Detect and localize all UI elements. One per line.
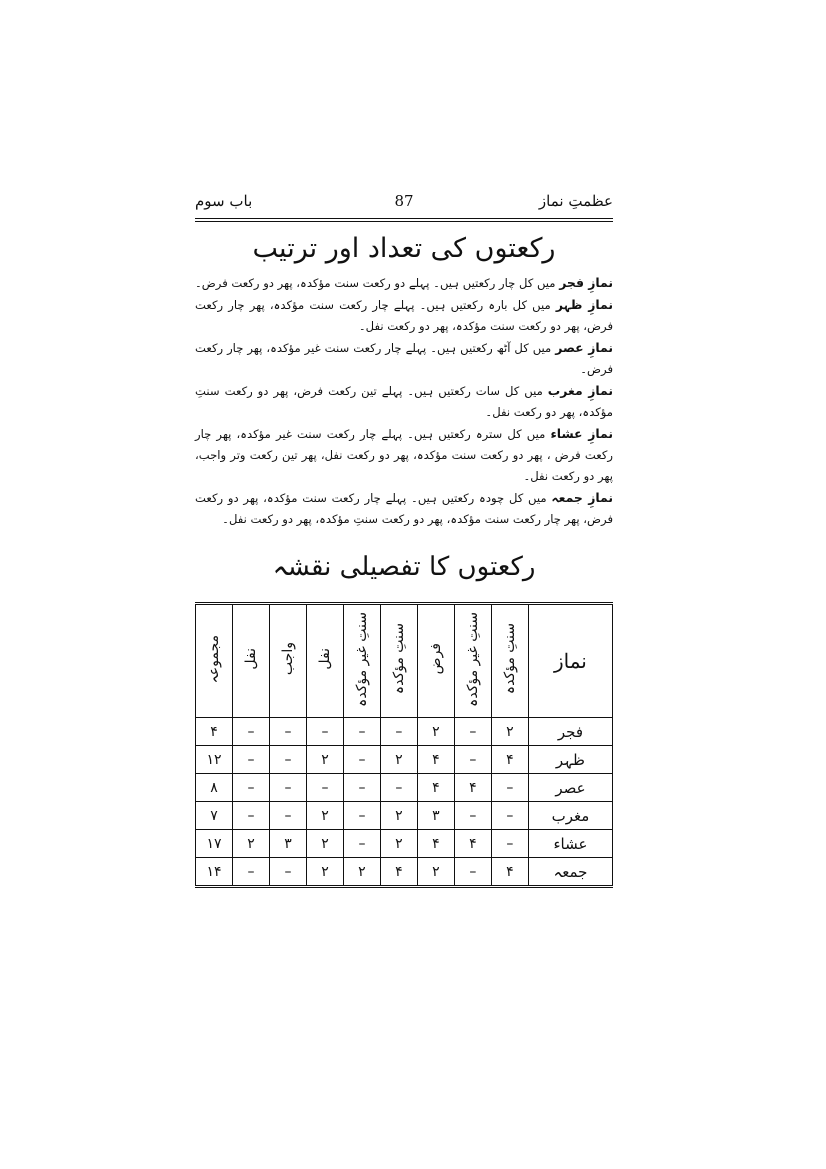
rakat-count-cell: – [380, 774, 417, 802]
column-header-label: سنتِ مؤکدہ [390, 623, 407, 695]
rakat-count-cell: – [233, 718, 270, 746]
rakat-count-cell: ۴ [491, 858, 528, 887]
rakat-count-cell: – [454, 718, 491, 746]
rakat-count-cell: ۱۲ [196, 746, 233, 774]
column-header [380, 604, 417, 718]
rakat-count-cell: – [491, 830, 528, 858]
rakat-count-cell: – [380, 718, 417, 746]
rakat-count-cell: ۳ [269, 830, 306, 858]
rakat-count-cell: – [269, 774, 306, 802]
column-header-label: سنتِ غیر مؤکدہ [464, 611, 481, 707]
column-header [528, 604, 612, 718]
rakat-count-cell: – [233, 802, 270, 830]
column-header-label: سنتِ غیر مؤکدہ [353, 611, 370, 707]
rakat-count-cell: ۲ [306, 746, 343, 774]
rakat-count-cell: – [269, 718, 306, 746]
paragraph-jumuah [195, 487, 613, 530]
rakat-count-cell: ۸ [196, 774, 233, 802]
rakat-count-cell: ۲ [233, 830, 270, 858]
book-title: عظمتِ نماز [538, 192, 613, 210]
rakat-count-cell: ۲ [343, 858, 380, 887]
rakat-count-cell: ۴ [454, 774, 491, 802]
rakat-count-cell: – [343, 746, 380, 774]
rakat-count-cell: – [269, 746, 306, 774]
paragraph-zuhr [195, 294, 613, 337]
paragraph-text: میں کل چار رکعتیں ہیں۔ پہلے دو رکعت سنت مؤکدہ، پھر دو رکعت فرض۔ [194, 276, 560, 290]
prayer-name-cell: فجر [528, 718, 612, 746]
rakat-count-cell: – [343, 774, 380, 802]
rakat-count-cell: ۱۷ [196, 830, 233, 858]
column-header-label: سنتِ مؤکدہ [501, 623, 518, 695]
paragraph-text: میں کل بارہ رکعتیں ہیں۔ پہلے چار رکعت سنت مؤکدہ، پھر چار رکعت فرض، پھر دو رکعت سنت مؤکدہ، پھر دو رکعت نفل۔ [195, 298, 613, 333]
column-header-label: نفل [242, 648, 259, 670]
rakat-count-cell: ۴ [380, 858, 417, 887]
rakat-count-cell: – [306, 718, 343, 746]
rakat-table [195, 602, 613, 888]
table-row [196, 718, 613, 746]
paragraph-fajr [195, 272, 613, 294]
running-head [195, 190, 613, 214]
rakat-count-cell: ۴ [417, 746, 454, 774]
column-header-label: مجموعہ [206, 634, 222, 684]
rakat-count-cell: – [491, 802, 528, 830]
column-header-label: فرض [427, 643, 444, 675]
rakat-count-cell: – [343, 802, 380, 830]
paragraph-text: میں کل سترہ رکعتیں ہیں۔ پہلے چار رکعت سنت غیر مؤکدہ، پھر چار رکعت فرض ، پھر دو رکعت سنت مؤکدہ، پھر دو رکعت نفل، پھر تین رکعت وتر واجب، پھر دو رکعت نفل۔ [195, 427, 613, 483]
table-row [196, 830, 613, 858]
table-heading: رکعتوں کا تفصیلی نقشہ [272, 552, 536, 582]
column-header-label: واجب [279, 642, 296, 676]
prayer-name-cell: عشاء [528, 830, 612, 858]
rakat-count-cell: ۷ [196, 802, 233, 830]
prayer-label: نمازِ مغرب [547, 383, 613, 398]
table-body [196, 718, 613, 887]
column-header [417, 604, 454, 718]
column-header [269, 604, 306, 718]
table-row [196, 774, 613, 802]
page-number: 87 [394, 192, 414, 210]
paragraph-text: میں کل سات رکعتیں ہیں۔ پہلے تین رکعت فرض، پھر دو رکعت سنتِ مؤکدہ، پھر دو رکعت نفل۔ [195, 384, 613, 419]
table-row [196, 746, 613, 774]
rakat-count-cell: – [269, 802, 306, 830]
rakat-count-cell: – [233, 858, 270, 887]
paragraph-isha [195, 423, 613, 487]
rakat-count-cell: ۲ [306, 830, 343, 858]
prayer-name-cell: مغرب [528, 802, 612, 830]
rakat-count-cell: ۲ [380, 802, 417, 830]
rakat-count-cell: – [269, 858, 306, 887]
paragraph-text: میں کل چودہ رکعتیں ہیں۔ پہلے چار رکعت سنت مؤکدہ، پھر دو رکعت فرض، پھر چار رکعت سنت مؤکدہ، پھر دو رکعت سنتِ مؤکدہ، پھر دو رکعت نفل۔ [195, 491, 613, 526]
column-header-label: نماز [553, 649, 587, 673]
table-row [196, 802, 613, 830]
rakat-count-cell: ۴ [454, 830, 491, 858]
table-row [196, 858, 613, 887]
column-header [343, 604, 380, 718]
rakat-count-cell: ۲ [380, 830, 417, 858]
prayer-name-cell: عصر [528, 774, 612, 802]
column-header [491, 604, 528, 718]
rakat-count-cell: ۳ [417, 802, 454, 830]
table-header-row [196, 604, 613, 718]
rakat-count-cell: – [343, 830, 380, 858]
rakat-count-cell: ۴ [196, 718, 233, 746]
rakat-count-cell: ۲ [417, 858, 454, 887]
rakat-count-cell: – [233, 746, 270, 774]
chapter-label: باب سوم [195, 192, 253, 210]
section-heading: رکعتوں کی تعداد اور ترتیب [252, 233, 556, 264]
rakat-count-cell: ۲ [306, 802, 343, 830]
rakat-count-cell: ۲ [380, 746, 417, 774]
prayer-label: نمازِ فجر [559, 275, 613, 290]
column-header [306, 604, 343, 718]
prayer-name-cell: جمعہ [528, 858, 612, 887]
column-header [196, 604, 233, 718]
rakat-count-cell: ۴ [491, 746, 528, 774]
rakat-count-cell: – [454, 858, 491, 887]
rakat-count-cell: ۲ [417, 718, 454, 746]
column-header [233, 604, 270, 718]
paragraph-asr [195, 337, 613, 380]
paragraph-text: میں کل آٹھ رکعتیں ہیں۔ پہلے چار رکعت سنت غیر مؤکدہ، پھر چار رکعت فرض۔ [195, 341, 613, 376]
paragraph-maghrib [195, 380, 613, 423]
rakat-count-cell: – [343, 718, 380, 746]
rakat-count-cell: – [233, 774, 270, 802]
rakat-count-cell: ۲ [306, 858, 343, 887]
prayer-label: نمازِ جمعہ [551, 490, 613, 505]
prayer-label: نمازِ عصر [555, 340, 613, 355]
prayer-name-cell: ظہر [528, 746, 612, 774]
rakat-count-cell: – [454, 746, 491, 774]
book-page [195, 190, 613, 888]
paragraphs [195, 272, 613, 530]
rakat-count-cell: ۴ [417, 774, 454, 802]
prayer-label: نمازِ ظہر [555, 297, 613, 312]
prayer-label: نمازِ عشاء [550, 426, 614, 441]
column-header-label: نفل [316, 648, 333, 670]
rakat-count-cell: – [491, 774, 528, 802]
column-header [454, 604, 491, 718]
rakat-count-cell: ۲ [491, 718, 528, 746]
rakat-count-cell: ۱۴ [196, 858, 233, 887]
rakat-count-cell: – [454, 802, 491, 830]
rakat-count-cell: ۴ [417, 830, 454, 858]
rakat-count-cell: – [306, 774, 343, 802]
header-rule [195, 218, 613, 222]
